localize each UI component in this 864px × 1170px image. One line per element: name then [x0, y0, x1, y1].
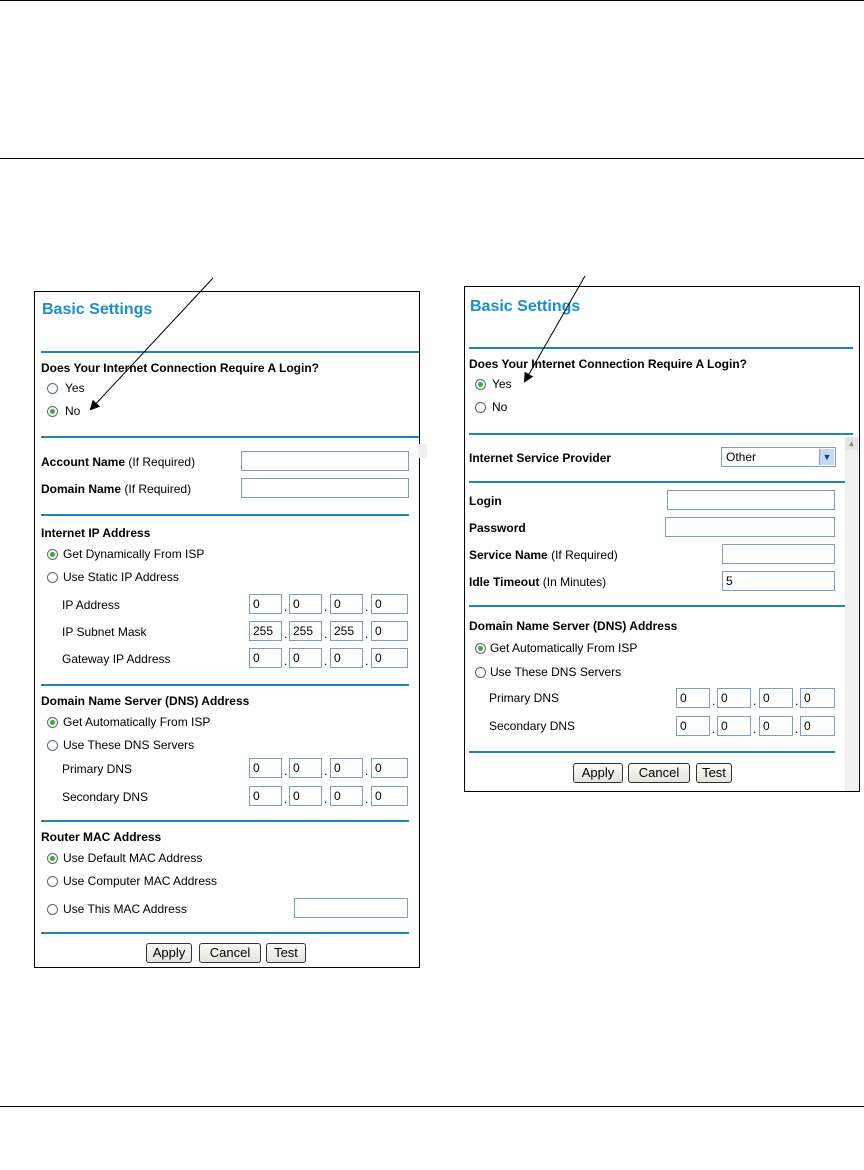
octet-dot: .	[284, 764, 288, 778]
login-no-label: No	[65, 404, 81, 418]
dns-heading: Domain Name Server (DNS) Address	[41, 694, 250, 708]
octet-dot: .	[753, 722, 757, 736]
octet-dot: .	[712, 694, 716, 708]
primary-dns-octet-3[interactable]: 0	[330, 758, 363, 778]
account-name-note: (If Required)	[128, 455, 196, 469]
secondary-dns-octet-3[interactable]: 0	[330, 786, 363, 806]
dns-heading: Domain Name Server (DNS) Address	[469, 619, 678, 633]
mac-heading: Router MAC Address	[41, 830, 162, 844]
subnet-octet-1[interactable]: 255	[249, 621, 282, 641]
secondary-dns-octet-1[interactable]: 0	[249, 786, 282, 806]
octet-dot: .	[324, 764, 328, 778]
login-yes-label: Yes	[492, 377, 512, 391]
secondary-dns-label: Secondary DNS	[489, 719, 576, 733]
ip-octet-3[interactable]: 0	[330, 594, 363, 614]
login-question: Does Your Internet Connection Require A Login?	[41, 361, 320, 375]
login-no-label: No	[492, 400, 508, 414]
primary-dns-octet-3[interactable]: 0	[759, 688, 793, 708]
octet-dot: .	[753, 694, 757, 708]
ip-dynamic-label: Get Dynamically From ISP	[63, 547, 205, 561]
domain-name-note: (If Required)	[124, 482, 192, 496]
service-name-note: (If Required)	[551, 548, 618, 562]
secondary-dns-octet-3[interactable]: 0	[759, 716, 793, 736]
idle-timeout-input[interactable]: 5	[722, 571, 835, 591]
left-cancel-button[interactable]: Cancel	[199, 943, 261, 963]
secondary-dns-label: Secondary DNS	[62, 790, 149, 804]
primary-dns-octet-2[interactable]: 0	[289, 758, 322, 778]
gateway-label: Gateway IP Address	[62, 652, 171, 666]
dns-manual-label: Use These DNS Servers	[63, 738, 195, 752]
octet-dot: .	[365, 627, 369, 641]
octet-dot: .	[795, 694, 799, 708]
gateway-octet-4[interactable]: 0	[371, 648, 408, 668]
right-cancel-button[interactable]: Cancel	[628, 763, 690, 783]
service-name-text: Service Name	[469, 548, 548, 562]
octet-dot: .	[365, 764, 369, 778]
secondary-dns-octet-4[interactable]: 0	[371, 786, 408, 806]
secondary-dns-octet-1[interactable]: 0	[676, 716, 710, 736]
isp-select-value: Other	[726, 450, 757, 464]
login-question: Does Your Internet Connection Require A Login?	[469, 357, 748, 371]
octet-dot: .	[795, 722, 799, 736]
octet-dot: .	[284, 600, 288, 614]
subnet-octet-3[interactable]: 255	[330, 621, 363, 641]
primary-dns-label: Primary DNS	[62, 762, 133, 776]
primary-dns-label: Primary DNS	[489, 691, 560, 705]
octet-dot: .	[324, 600, 328, 614]
octet-dot: .	[365, 654, 369, 668]
right-page-title: Basic Settings	[470, 298, 581, 315]
dns-auto-label: Get Automatically From ISP	[490, 641, 638, 655]
scroll-up-arrow[interactable]: ▲	[845, 437, 858, 450]
ip-address-label: IP Address	[62, 598, 120, 612]
octet-dot: .	[284, 654, 288, 668]
dns-manual-label: Use These DNS Servers	[490, 665, 622, 679]
callout-arrow-no	[91, 278, 213, 409]
right-apply-button[interactable]: Apply	[573, 763, 623, 783]
gateway-octet-3[interactable]: 0	[330, 648, 363, 668]
octet-dot: .	[324, 654, 328, 668]
mac-computer-label: Use Computer MAC Address	[63, 874, 218, 888]
primary-dns-octet-1[interactable]: 0	[249, 758, 282, 778]
subnet-octet-2[interactable]: 255	[289, 621, 322, 641]
login-label: Login	[469, 494, 502, 508]
octet-dot: .	[365, 792, 369, 806]
account-name-text: Account Name	[41, 455, 126, 469]
domain-name-text: Domain Name	[41, 482, 122, 496]
ip-octet-4[interactable]: 0	[371, 594, 408, 614]
mac-default-label: Use Default MAC Address	[63, 851, 203, 865]
secondary-dns-octet-2[interactable]: 0	[717, 716, 751, 736]
gateway-octet-2[interactable]: 0	[289, 648, 322, 668]
left-test-button[interactable]: Test	[266, 943, 306, 963]
octet-dot: .	[324, 627, 328, 641]
secondary-dns-octet-4[interactable]: 0	[800, 716, 835, 736]
idle-timeout-text: Idle Timeout	[469, 575, 540, 589]
isp-label: Internet Service Provider	[469, 451, 612, 465]
gateway-octet-1[interactable]: 0	[249, 648, 282, 668]
primary-dns-octet-1[interactable]: 0	[676, 688, 710, 708]
password-label: Password	[469, 521, 526, 535]
octet-dot: .	[365, 600, 369, 614]
octet-dot: .	[284, 627, 288, 641]
internet-ip-heading: Internet IP Address	[41, 526, 151, 540]
subnet-octet-4[interactable]: 0	[371, 621, 408, 641]
octet-dot: .	[284, 792, 288, 806]
ip-subnet-label: IP Subnet Mask	[62, 625, 147, 639]
primary-dns-octet-4[interactable]: 0	[371, 758, 408, 778]
primary-dns-octet-4[interactable]: 0	[800, 688, 835, 708]
ip-static-label: Use Static IP Address	[63, 570, 179, 584]
idle-timeout-note: (In Minutes)	[542, 575, 607, 589]
secondary-dns-octet-2[interactable]: 0	[289, 786, 322, 806]
dns-auto-label: Get Automatically From ISP	[63, 715, 211, 729]
right-test-button[interactable]: Test	[696, 763, 732, 783]
left-apply-button[interactable]: Apply	[146, 943, 192, 963]
left-page-title: Basic Settings	[42, 301, 153, 318]
ip-octet-2[interactable]: 0	[289, 594, 322, 614]
chevron-down-icon[interactable]: ▼	[819, 449, 834, 465]
callout-arrow-yes	[525, 276, 585, 381]
primary-dns-octet-2[interactable]: 0	[717, 688, 751, 708]
octet-dot: .	[324, 792, 328, 806]
login-yes-label: Yes	[65, 381, 85, 395]
mac-this-label: Use This MAC Address	[63, 902, 187, 916]
octet-dot: .	[712, 722, 716, 736]
ip-octet-1[interactable]: 0	[249, 594, 282, 614]
